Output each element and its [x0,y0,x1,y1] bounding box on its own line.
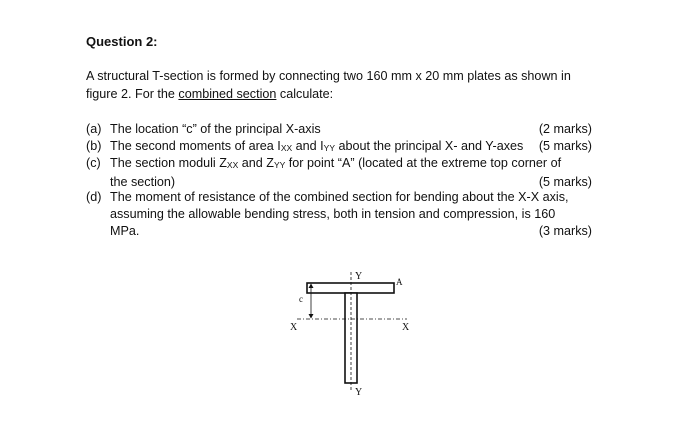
part-b-sub-2: YY [323,143,336,153]
part-c-sub-2: YY [273,160,286,170]
question-intro [86,67,596,103]
part-a-label: (a) [86,122,102,136]
label-y-bottom: Y [355,387,363,398]
part-b-text-3: about the principal X- and Y-axes [335,139,524,153]
part-b-sub-1: XX [280,143,293,153]
part-b-text-2: and I [292,139,324,153]
part-a-text: The location “c” of the principal X-axis [110,122,321,136]
part-d-marks: (3 marks) [538,224,592,238]
part-a [86,121,592,138]
t-section-figure [285,268,420,398]
label-c: c [299,294,303,304]
c-dimension-arrow-bottom [309,314,314,319]
part-c-text-2: and Z [238,156,274,170]
part-c [86,155,592,189]
part-d-text-3: MPa. [110,224,140,238]
part-b-text-1: The second moments of area I [110,139,281,153]
label-x-left: X [290,322,298,333]
part-b [86,138,592,155]
label-a: A [396,277,403,287]
intro-text: A structural T-section is formed by connecting two 160 mm x 20 mm plates as shown in figure 2. For the [86,69,571,101]
intro-underlined-text: combined section [178,87,277,101]
part-c-marks: (5 marks) [538,175,592,189]
part-b-marks: (5 marks) [538,139,592,153]
label-y-top: Y [355,271,363,282]
part-c-text-4: the section) [110,175,176,189]
question-heading: Question 2: [86,34,158,49]
flange-plate [307,283,394,293]
part-c-sub-1: XX [226,160,239,170]
label-x-right: X [402,322,410,333]
part-c-text-3: for point “A” (located at the extreme top corner of [285,156,562,170]
part-c-label: (c) [86,156,101,170]
part-b-label: (b) [86,139,102,153]
part-d-label: (d) [86,190,102,204]
intro-text-end: calculate: [276,87,334,101]
part-c-text-1: The section moduli Z [110,156,227,170]
part-d [86,189,592,240]
part-d-text-2: assuming the allowable bending stress, both in tension and compression, is 160 [110,207,556,221]
part-a-marks: (2 marks) [538,122,592,136]
part-d-text-1: The moment of resistance of the combined section for bending about the X-X axis, [110,190,569,204]
